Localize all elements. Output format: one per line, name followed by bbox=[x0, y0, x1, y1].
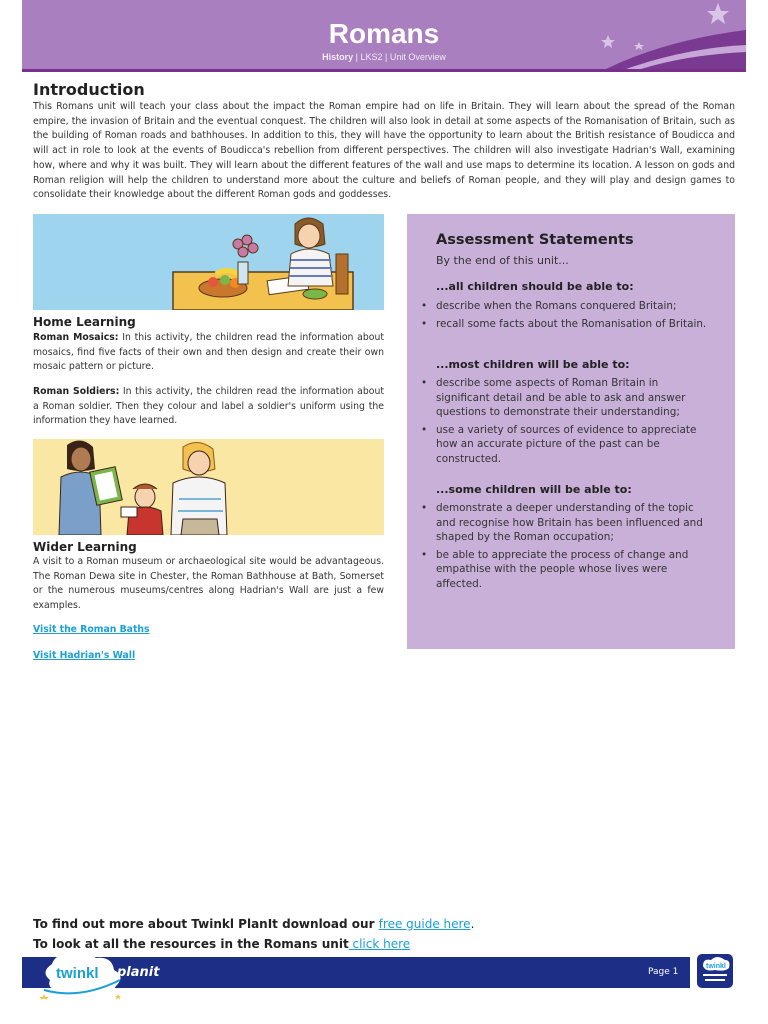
wider-learning-title: Wider Learning bbox=[33, 540, 137, 554]
planit-wordmark: planit bbox=[117, 965, 160, 980]
some-children-heading: ...some children will be able to: bbox=[436, 483, 632, 496]
page-title: Romans bbox=[328, 18, 440, 49]
wider-learning-text: A visit to a Roman museum or archaeological site would be advantageous. The Roman Dewa site in Chester, the Roman Bathhouse at Bath, Somerset or the numerous museums/centres along Hadrian's Wall are just a few examples. bbox=[33, 556, 384, 612]
click-here-link[interactable]: click here bbox=[348, 937, 411, 951]
list-item: • use a variety of sources of evidence to appreciate how an accurate picture of the past can be constructed. bbox=[421, 423, 711, 467]
list-item: • describe some aspects of Roman Britain in significant detail and be able to ask and answer questions to demonstrate their understanding; bbox=[421, 376, 711, 420]
roman-mosaics-paragraph bbox=[33, 331, 384, 375]
most-children-list bbox=[421, 376, 711, 470]
roman-mosaics-text: In this activity, the children read the information about mosaics, find five facts of their own and then design and create their own mosaic pattern or picture. bbox=[33, 332, 384, 373]
list-item: • be able to appreciate the process of change and empathise with the people whose lives were affected. bbox=[421, 548, 711, 592]
some-children-list bbox=[421, 501, 711, 595]
page-header bbox=[22, 0, 746, 69]
intro-title: Introduction bbox=[33, 80, 145, 99]
visit-roman-baths-link[interactable]: Visit the Roman Baths bbox=[33, 624, 150, 635]
roman-mosaics-label: Roman Mosaics: bbox=[33, 332, 119, 343]
home-learning-title: Home Learning bbox=[33, 315, 136, 329]
free-guide-line bbox=[33, 917, 474, 931]
page-subtitle bbox=[22, 52, 746, 62]
most-children-heading: ...most children will be able to: bbox=[436, 358, 630, 371]
header-underline bbox=[22, 69, 746, 72]
all-children-list bbox=[421, 299, 711, 334]
list-item: • recall some facts about the Romanisation of Britain. bbox=[421, 317, 711, 332]
resources-line bbox=[33, 937, 410, 951]
resources-text: To look at all the resources in the Romans unit bbox=[33, 937, 349, 951]
quality-standard-badge bbox=[695, 952, 737, 992]
assessment-panel bbox=[407, 214, 735, 649]
roman-soldiers-text: In this activity, the children read the information about a Roman soldier. Then they colour and label a soldier's uniform using the information they have learned. bbox=[33, 386, 384, 427]
roman-soldiers-paragraph bbox=[33, 385, 384, 429]
wider-learning-illustration bbox=[33, 439, 384, 535]
assessment-subtitle: By the end of this unit... bbox=[436, 254, 569, 267]
badge-text: twinkl bbox=[706, 963, 726, 970]
home-learning-illustration bbox=[33, 214, 384, 310]
roman-soldiers-label: Roman Soldiers: bbox=[33, 386, 120, 397]
subtitle-rest: | LKS2 | Unit Overview bbox=[353, 52, 446, 62]
list-item: • demonstrate a deeper understanding of the topic and recognise how Britain has been influenced and shaped by the Roman occupation; bbox=[421, 501, 711, 545]
free-guide-link[interactable]: free guide here bbox=[378, 917, 471, 931]
subject-label: History bbox=[322, 52, 354, 62]
free-guide-text: To find out more about Twinkl PlanIt download our bbox=[33, 917, 379, 931]
all-children-heading: ...all children should be able to: bbox=[436, 280, 634, 293]
twinkl-wordmark: twinkl bbox=[56, 965, 99, 982]
list-item: • describe when the Romans conquered Britain; bbox=[421, 299, 711, 314]
page-number: Page 1 bbox=[648, 967, 679, 977]
free-guide-period: . bbox=[470, 917, 475, 931]
visit-hadrians-wall-link[interactable]: Visit Hadrian's Wall bbox=[33, 650, 136, 661]
intro-text: This Romans unit will teach your class about the impact the Roman empire had on life in Britain. They will learn about the spread of the Roman empire, the invasion of Britain and the eventual conquest. The children will also look in detail at some aspects of the Romanisation of Britain, such as the building of Roman roads and bathhouses. In addition to this, they will have the opportunity to learn about the British resistance of Boudicca and will act in role to look at the events of Boudicca's rebellion from different perspectives. The children will also investigate Hadrian's Wall, examining how, where and why it was built. They will learn about the different features of the wall and use maps to determine its location. A lesson on gods and Roman religion will help the children to understand more about the culture and beliefs of Roman people, and they will play and design games to consolidate their knowledge about the different Roman gods and goddesses. bbox=[33, 101, 735, 201]
assessment-title: Assessment Statements bbox=[436, 232, 634, 248]
